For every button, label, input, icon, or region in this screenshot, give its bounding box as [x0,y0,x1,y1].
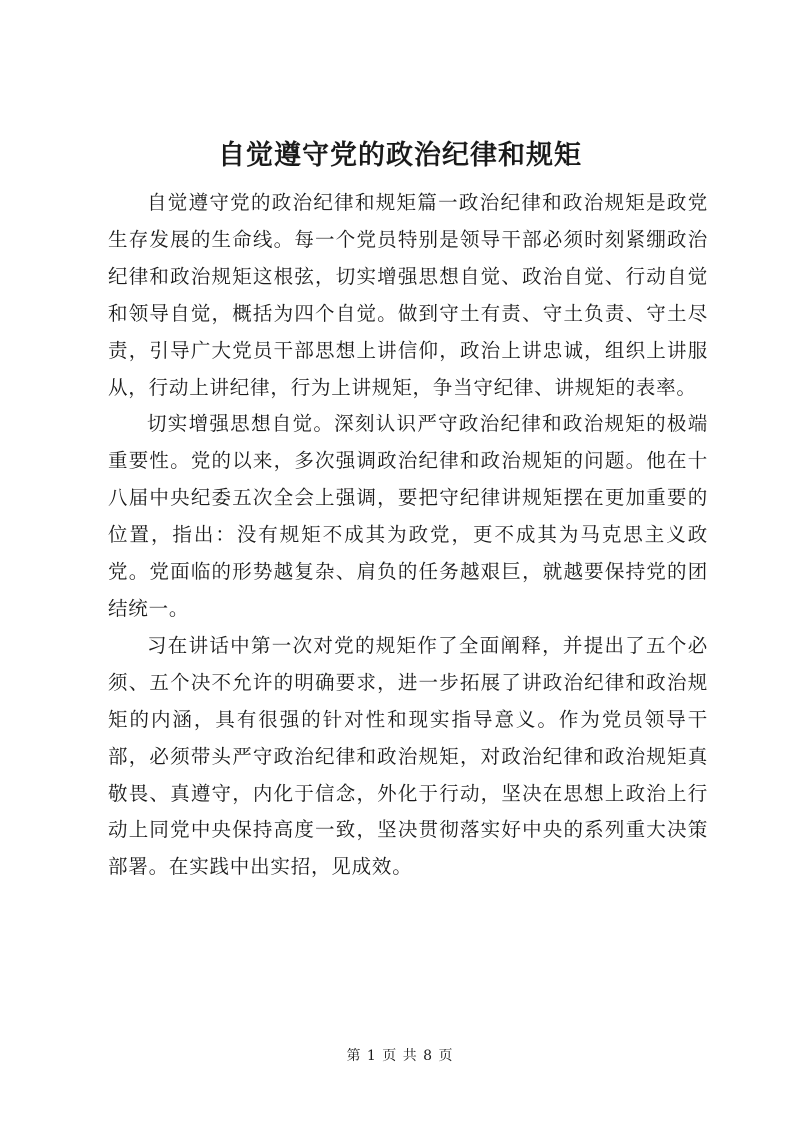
page-number-footer: 第 1 页 共 8 页 [346,1048,454,1064]
paragraph-2: 切实增强思想自觉。深刻认识严守政治纪律和政治规矩的极端重要性。党的以来，多次强调政治纪律和政治规矩的问题。他在十八届中央纪委五次全会上强调，要把守纪律讲规矩摆在更加重要的位置，指出：没有规矩不成其为政党，更不成其为马克思主义政党。党面临的形势越复杂、肩负的任务越艰巨，就越要保持党的团结统一。 [108,412,708,620]
paragraph-3: 习在讲话中第一次对党的规矩作了全面阐释，并提出了五个必须、五个决不允许的明确要求，进一步拓展了讲政治纪律和政治规矩的内涵，具有很强的针对性和现实指导意义。作为党员领导干部，必须带头严守政治纪律和政治规矩，对政治纪律和政治规矩真敬畏、真遵守，内化于信念，外化于行动，坚决在思想上政治上行动上同党中央保持高度一致，坚决贯彻落实好中央的系列重大决策部署。在实践中出实招，见成效。 [108,633,708,879]
document-title: 自觉遵守党的政治纪律和规矩 [218,140,582,171]
paragraph-1: 自觉遵守党的政治纪律和规矩篇一政治纪律和政治规矩是政党生存发展的生命线。每一个党员特别是领导干部必须时刻紧绷政治纪律和政治规矩这根弦，切实增强思想自觉、政治自觉、行动自觉和领导自觉，概括为四个自觉。做到守土有责、守土负责、守土尽责，引导广大党员干部思想上讲信仰，政治上讲忠诚，组织上讲服从，行动上讲纪律，行为上讲规矩，争当守纪律、讲规矩的表率。 [108,191,708,399]
document-body [108,185,708,886]
